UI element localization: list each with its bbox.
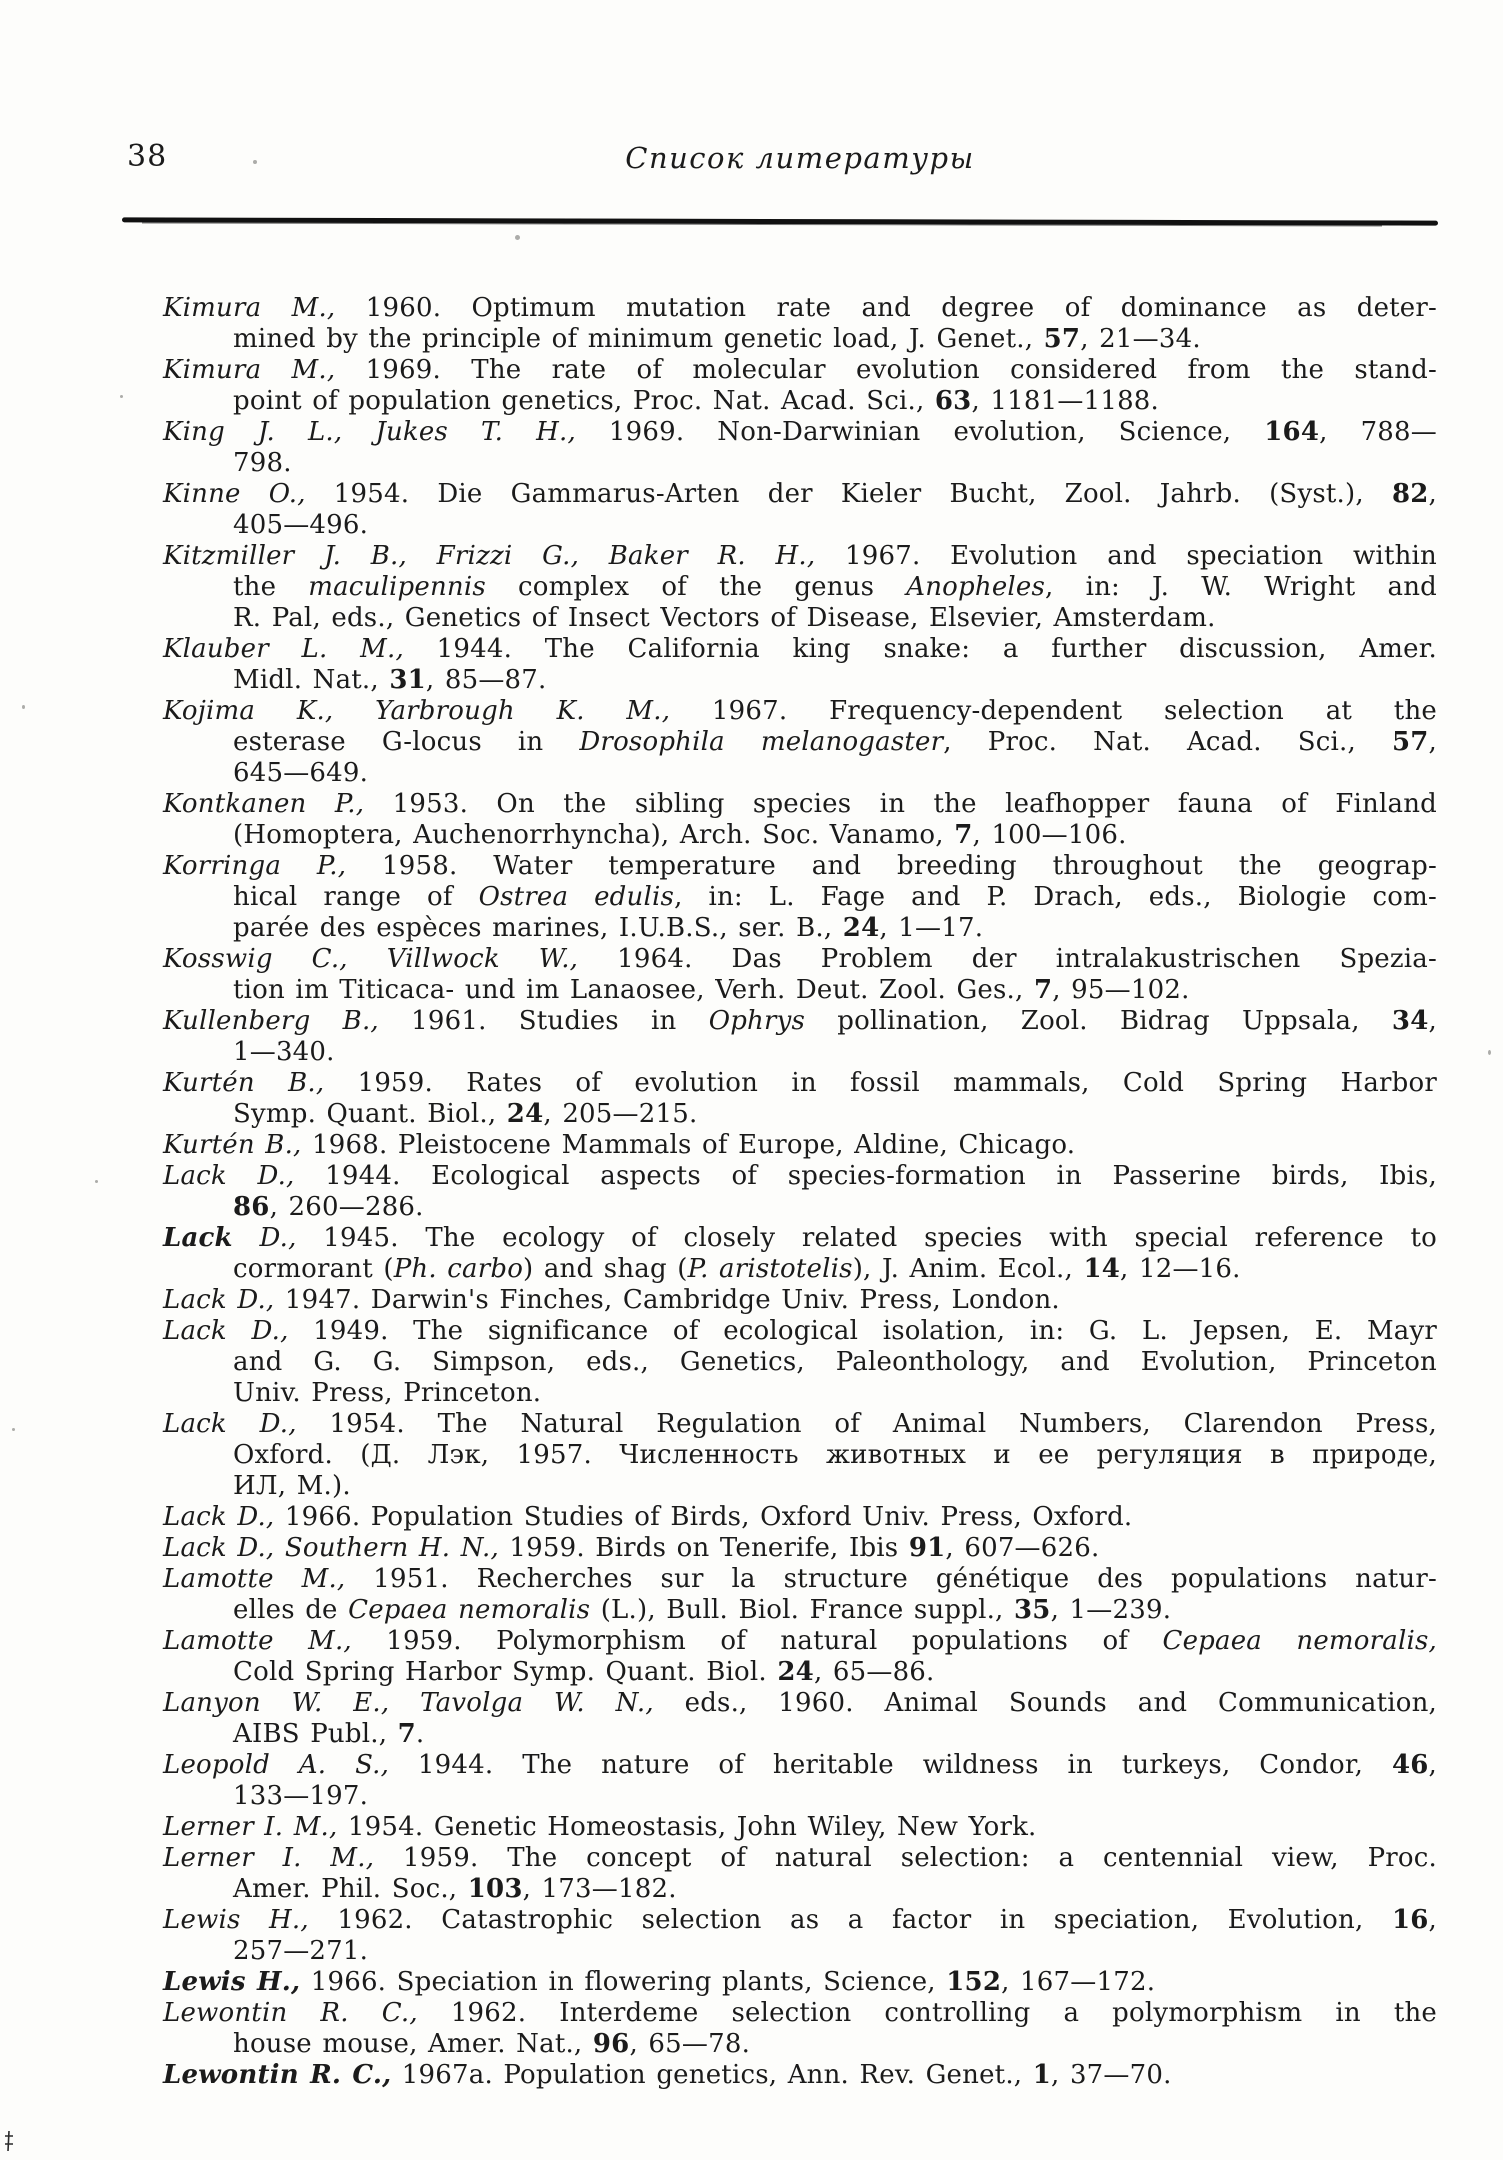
reference-line: Leopold A. S., 1944. The nature of heritable wildness in turkeys, Condor, 46, (163, 1750, 1437, 1780)
reference-entry (163, 355, 1437, 417)
reference-line: elles de Cepaea nemoralis (L.), Bull. Biol. France suppl., 35, 1—239. (233, 1595, 1172, 1625)
reference-entry (163, 789, 1437, 851)
reference-line: R. Pal, eds., Genetics of Insect Vectors of Disease, Elsevier, Amsterdam. (233, 603, 1216, 633)
reference-line: Lerner I. M., 1954. Genetic Homeostasis, John Wiley, New York. (163, 1812, 1037, 1842)
running-title: Список литературы (625, 141, 975, 175)
reference-line: Lamotte M., 1959. Polymorphism of natural populations of Cepaea nemoralis, (163, 1626, 1437, 1656)
reference-entry (163, 1068, 1437, 1130)
reference-line: the maculipennis complex of the genus Anopheles, in: J. W. Wright and (233, 572, 1437, 602)
reference-line: Kinne O., 1954. Die Gammarus-Arten der Kieler Bucht, Zool. Jahrb. (Syst.), 82, (163, 479, 1437, 509)
paper-speck (515, 235, 520, 240)
reference-line: Lack D., 1966. Population Studies of Birds, Oxford Univ. Press, Oxford. (163, 1502, 1133, 1532)
paper-speck (1488, 1050, 1491, 1055)
reference-line: King J. L., Jukes T. H., 1969. Non-Darwinian evolution, Science, 164, 788— (163, 417, 1437, 447)
reference-line: Kitzmiller J. B., Frizzi G., Baker R. H., 1967. Evolution and speciation within (163, 541, 1438, 571)
reference-line: Kimura M., 1960. Optimum mutation rate and degree of dominance as deter- (163, 293, 1438, 323)
reference-line: 86, 260—286. (233, 1192, 424, 1222)
reference-line: hical range of Ostrea edulis, in: L. Fage and P. Drach, eds., Biologie com- (233, 882, 1437, 912)
reference-line: Lewis H., 1962. Catastrophic selection as a factor in speciation, Evolution, 16, (163, 1905, 1437, 1935)
reference-entry (163, 1502, 1437, 1533)
reference-line: Kojima K., Yarbrough K. M., 1967. Frequency-dependent selection at the (163, 696, 1437, 726)
paper-speck (253, 160, 257, 164)
reference-line: 405—496. (233, 510, 369, 540)
reference-line: parée des espèces marines, I.U.B.S., ser. B., 24, 1—17. (233, 913, 984, 943)
reference-entry (163, 1409, 1437, 1502)
reference-line: Cold Spring Harbor Symp. Quant. Biol. 24, 65—86. (233, 1657, 935, 1687)
reference-entry (163, 1750, 1437, 1812)
paper-speck (22, 705, 25, 709)
reference-line: Lanyon W. E., Tavolga W. N., eds., 1960. Animal Sounds and Communication, (163, 1688, 1437, 1718)
reference-list (163, 293, 1437, 2091)
reference-line: Lack D., 1947. Darwin's Finches, Cambridge Univ. Press, London. (163, 1285, 1060, 1315)
reference-line: Lack D., 1949. The significance of ecological isolation, in: G. L. Jepsen, E. Mayr (163, 1316, 1438, 1346)
reference-line: (Homoptera, Auchenorrhyncha), Arch. Soc. Vanamo, 7, 100—106. (233, 820, 1127, 850)
reference-entry (163, 696, 1437, 789)
reference-entry (163, 1533, 1437, 1564)
reference-line: Kullenberg B., 1961. Studies in Ophrys pollination, Zool. Bidrag Uppsala, 34, (163, 1006, 1437, 1036)
reference-line: 798. (233, 448, 292, 478)
reference-line: Lack D., 1954. The Natural Regulation of Animal Numbers, Clarendon Press, (163, 1409, 1437, 1439)
reference-entry (163, 1285, 1437, 1316)
reference-entry (163, 1688, 1437, 1750)
reference-entry (163, 1843, 1437, 1905)
paper-speck (120, 395, 123, 398)
reference-entry (163, 479, 1437, 541)
reference-entry (163, 417, 1437, 479)
reference-entry (163, 1316, 1437, 1409)
reference-line: tion im Titicaca- und im Lanaosee, Verh. Deut. Zool. Ges., 7, 95—102. (233, 975, 1190, 1005)
reference-line: Lerner I. M., 1959. The concept of natural selection: a centennial view, Proc. (163, 1843, 1437, 1873)
reference-line: Univ. Press, Princeton. (233, 1378, 542, 1408)
reference-entry (163, 1905, 1437, 1967)
reference-line: Oxford. (Д. Лэк, 1957. Численность животных и ее регуляция в природе, (233, 1440, 1437, 1470)
ink-mark (3, 2130, 15, 2152)
reference-line: and G. G. Simpson, eds., Genetics, Paleonthology, and Evolution, Princeton (233, 1347, 1437, 1377)
reference-entry (163, 1161, 1437, 1223)
header-rule (122, 217, 1438, 225)
reference-line: Midl. Nat., 31, 85—87. (233, 665, 547, 695)
reference-line: AIBS Publ., 7. (233, 1719, 425, 1749)
reference-entry (163, 1006, 1437, 1068)
paper-speck (95, 1180, 98, 1183)
reference-line: Lack D., 1944. Ecological aspects of species-formation in Passerine birds, Ibis, (163, 1161, 1437, 1191)
reference-line: house mouse, Amer. Nat., 96, 65—78. (233, 2029, 751, 2059)
reference-line: esterase G-locus in Drosophila melanogaster, Proc. Nat. Acad. Sci., 57, (233, 727, 1437, 757)
reference-line: Kimura M., 1969. The rate of molecular evolution considered from the stand- (163, 355, 1437, 385)
reference-line: Kurtén B., 1968. Pleistocene Mammals of Europe, Aldine, Chicago. (163, 1130, 1076, 1160)
reference-line: Kontkanen P., 1953. On the sibling species in the leafhopper fauna of Finland (163, 789, 1438, 819)
reference-entry (163, 1998, 1437, 2060)
reference-entry (163, 944, 1437, 1006)
reference-entry (163, 1626, 1437, 1688)
reference-line: mined by the principle of minimum genetic load, J. Genet., 57, 21—34. (233, 324, 1201, 354)
reference-line: 133—197. (233, 1781, 369, 1811)
reference-line: ИЛ, М.). (233, 1471, 351, 1501)
reference-entry (163, 1564, 1437, 1626)
reference-line: Symp. Quant. Biol., 24, 205—215. (233, 1099, 698, 1129)
reference-entry (163, 1223, 1437, 1285)
reference-line: Korringa P., 1958. Water temperature and breeding throughout the geograp- (163, 851, 1437, 881)
reference-line: 257—271. (233, 1936, 369, 1966)
reference-entry (163, 634, 1437, 696)
reference-line: Kurtén B., 1959. Rates of evolution in fossil mammals, Cold Spring Harbor (163, 1068, 1437, 1098)
reference-line: cormorant (Ph. carbo) and shag (P. aristotelis), J. Anim. Ecol., 14, 12—16. (233, 1254, 1241, 1284)
reference-entry (163, 293, 1437, 355)
reference-line: Lewis H., 1966. Speciation in flowering plants, Science, 152, 167—172. (163, 1967, 1156, 1997)
page-number: 38 (127, 139, 168, 174)
reference-line: Lamotte M., 1951. Recherches sur la structure génétique des populations natur- (163, 1564, 1437, 1594)
reference-entry (163, 1130, 1437, 1161)
reference-line: Lewontin R. C., 1962. Interdeme selection controlling a polymorphism in the (163, 1998, 1437, 2028)
reference-entry (163, 2060, 1437, 2091)
reference-line: Amer. Phil. Soc., 103, 173—182. (233, 1874, 677, 1904)
reference-entry (163, 851, 1437, 944)
reference-entry (163, 1967, 1437, 1998)
reference-entry (163, 1812, 1437, 1843)
reference-entry (163, 541, 1437, 634)
reference-line: Lewontin R. C., 1967a. Population genetics, Ann. Rev. Genet., 1, 37—70. (163, 2060, 1172, 2090)
reference-line: Lack D., Southern H. N., 1959. Birds on Tenerife, Ibis 91, 607—626. (163, 1533, 1100, 1563)
reference-line: 645—649. (233, 758, 369, 788)
reference-line: Kosswig C., Villwock W., 1964. Das Problem der intralakustrischen Spezia- (163, 944, 1437, 974)
reference-line: Klauber L. M., 1944. The California king snake: a further discussion, Amer. (163, 634, 1437, 664)
paper-speck (12, 1428, 15, 1431)
reference-line: Lack D., 1945. The ecology of closely related species with special reference to (163, 1223, 1437, 1253)
reference-line: 1—340. (233, 1037, 335, 1067)
reference-line: point of population genetics, Proc. Nat. Acad. Sci., 63, 1181—1188. (233, 386, 1160, 416)
